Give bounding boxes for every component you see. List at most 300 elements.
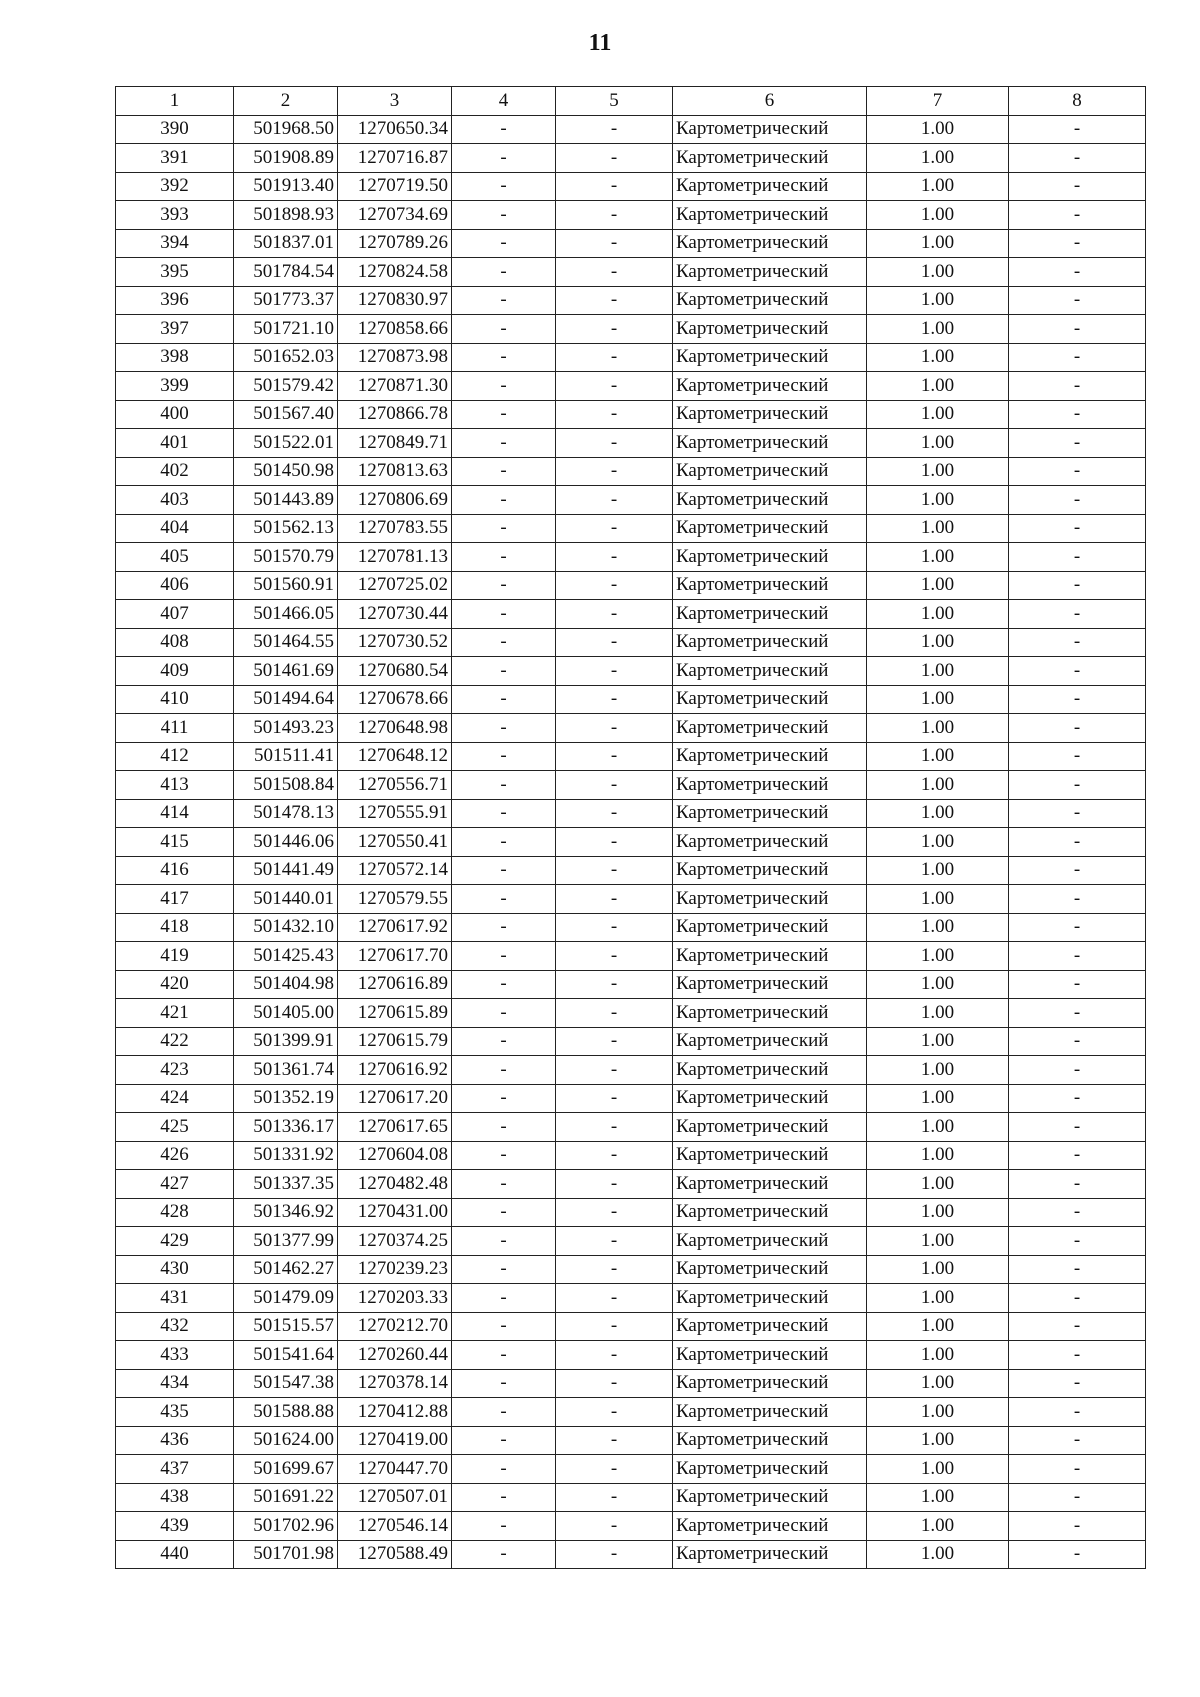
table-cell-col5: -	[556, 1284, 673, 1313]
table-cell-col4: -	[452, 543, 556, 572]
table-cell-col7: 1.00	[867, 1084, 1009, 1113]
table-cell-col4: -	[452, 286, 556, 315]
table-cell-col7: 1.00	[867, 742, 1009, 771]
table-cell-col7: 1.00	[867, 457, 1009, 486]
table-cell-col5: -	[556, 229, 673, 258]
table-cell-col5: -	[556, 429, 673, 458]
column-header-8: 8	[1009, 87, 1146, 116]
table-cell-col3: 1270615.79	[338, 1027, 452, 1056]
table-cell-col1: 432	[116, 1312, 234, 1341]
table-cell-col8: -	[1009, 856, 1146, 885]
table-row	[116, 942, 1146, 971]
table-cell-col3: 1270680.54	[338, 657, 452, 686]
table-cell-col4: -	[452, 913, 556, 942]
table-cell-col1: 392	[116, 172, 234, 201]
table-cell-col4: -	[452, 400, 556, 429]
table-cell-col1: 417	[116, 885, 234, 914]
table-cell-col3: 1270431.00	[338, 1198, 452, 1227]
table-cell-col3: 1270730.44	[338, 600, 452, 629]
table-cell-col1: 407	[116, 600, 234, 629]
table-row	[116, 172, 1146, 201]
table-cell-col3: 1270648.12	[338, 742, 452, 771]
table-cell-col8: -	[1009, 1512, 1146, 1541]
table-cell-col4: -	[452, 201, 556, 230]
table-cell-col3: 1270239.23	[338, 1255, 452, 1284]
table-cell-col1: 427	[116, 1170, 234, 1199]
table-cell-col7: 1.00	[867, 543, 1009, 572]
table-cell-col1: 416	[116, 856, 234, 885]
table-cell-col1: 425	[116, 1113, 234, 1142]
table-cell-col2: 501968.50	[234, 115, 338, 144]
table-row	[116, 400, 1146, 429]
table-cell-col1: 418	[116, 913, 234, 942]
table-cell-col8: -	[1009, 942, 1146, 971]
table-row	[116, 1027, 1146, 1056]
table-cell-col1: 437	[116, 1455, 234, 1484]
table-cell-col1: 430	[116, 1255, 234, 1284]
table-cell-col2: 501508.84	[234, 771, 338, 800]
table-cell-col2: 501446.06	[234, 828, 338, 857]
table-row	[116, 258, 1146, 287]
table-cell-col6: Картометрический	[673, 1312, 867, 1341]
table-cell-col6: Картометрический	[673, 1255, 867, 1284]
table-cell-col6: Картометрический	[673, 1198, 867, 1227]
table-cell-col4: -	[452, 1170, 556, 1199]
table-cell-col3: 1270203.33	[338, 1284, 452, 1313]
table-row	[116, 1284, 1146, 1313]
table-cell-col1: 421	[116, 999, 234, 1028]
table-cell-col3: 1270615.89	[338, 999, 452, 1028]
table-cell-col6: Картометрический	[673, 1455, 867, 1484]
table-cell-col3: 1270730.52	[338, 628, 452, 657]
table-cell-col3: 1270781.13	[338, 543, 452, 572]
table-cell-col4: -	[452, 571, 556, 600]
table-cell-col5: -	[556, 315, 673, 344]
table-cell-col5: -	[556, 1113, 673, 1142]
table-cell-col6: Картометрический	[673, 714, 867, 743]
table-cell-col7: 1.00	[867, 486, 1009, 515]
table-cell-col6: Картометрический	[673, 201, 867, 230]
table-cell-col7: 1.00	[867, 1483, 1009, 1512]
table-cell-col6: Картометрический	[673, 970, 867, 999]
table-cell-col3: 1270419.00	[338, 1426, 452, 1455]
table-cell-col4: -	[452, 600, 556, 629]
table-cell-col3: 1270824.58	[338, 258, 452, 287]
table-cell-col2: 501440.01	[234, 885, 338, 914]
table-cell-col8: -	[1009, 543, 1146, 572]
table-row	[116, 115, 1146, 144]
table-cell-col6: Картометрический	[673, 1113, 867, 1142]
table-cell-col1: 408	[116, 628, 234, 657]
table-row	[116, 1312, 1146, 1341]
table-cell-col3: 1270260.44	[338, 1341, 452, 1370]
table-row	[116, 315, 1146, 344]
table-cell-col4: -	[452, 1284, 556, 1313]
table-cell-col1: 396	[116, 286, 234, 315]
table-row	[116, 1540, 1146, 1569]
table-row	[116, 1084, 1146, 1113]
table-row	[116, 1369, 1146, 1398]
table-cell-col7: 1.00	[867, 856, 1009, 885]
table-cell-col6: Картометрический	[673, 856, 867, 885]
table-row	[116, 1341, 1146, 1370]
table-cell-col4: -	[452, 1056, 556, 1085]
table-cell-col4: -	[452, 315, 556, 344]
table-cell-col2: 501494.64	[234, 685, 338, 714]
table-cell-col3: 1270716.87	[338, 144, 452, 173]
table-cell-col5: -	[556, 714, 673, 743]
table-row	[116, 429, 1146, 458]
table-cell-col4: -	[452, 144, 556, 173]
table-cell-col4: -	[452, 172, 556, 201]
table-cell-col2: 501699.67	[234, 1455, 338, 1484]
table-cell-col1: 415	[116, 828, 234, 857]
table-cell-col5: -	[556, 372, 673, 401]
table-cell-col4: -	[452, 856, 556, 885]
column-header-2: 2	[234, 87, 338, 116]
table-cell-col4: -	[452, 1426, 556, 1455]
table-row	[116, 229, 1146, 258]
table-body	[116, 115, 1146, 1569]
table-row	[116, 1056, 1146, 1085]
table-cell-col5: -	[556, 1512, 673, 1541]
table-cell-col4: -	[452, 628, 556, 657]
column-header-4: 4	[452, 87, 556, 116]
table-cell-col8: -	[1009, 1284, 1146, 1313]
table-cell-col6: Картометрический	[673, 1284, 867, 1313]
table-cell-col5: -	[556, 856, 673, 885]
table-cell-col2: 501773.37	[234, 286, 338, 315]
table-cell-col1: 400	[116, 400, 234, 429]
table-cell-col8: -	[1009, 486, 1146, 515]
table-cell-col5: -	[556, 885, 673, 914]
table-cell-col1: 395	[116, 258, 234, 287]
table-cell-col8: -	[1009, 685, 1146, 714]
table-cell-col7: 1.00	[867, 913, 1009, 942]
table-cell-col8: -	[1009, 1455, 1146, 1484]
table-cell-col8: -	[1009, 1398, 1146, 1427]
table-cell-col5: -	[556, 771, 673, 800]
table-row	[116, 1113, 1146, 1142]
table-cell-col5: -	[556, 1198, 673, 1227]
table-cell-col2: 501522.01	[234, 429, 338, 458]
table-cell-col3: 1270616.89	[338, 970, 452, 999]
table-row	[116, 1198, 1146, 1227]
table-row	[116, 486, 1146, 515]
table-cell-col2: 501541.64	[234, 1341, 338, 1370]
table-cell-col5: -	[556, 1540, 673, 1569]
table-cell-col8: -	[1009, 1027, 1146, 1056]
table-cell-col1: 397	[116, 315, 234, 344]
table-cell-col1: 426	[116, 1141, 234, 1170]
table-cell-col2: 501361.74	[234, 1056, 338, 1085]
table-cell-col2: 501464.55	[234, 628, 338, 657]
table-cell-col4: -	[452, 942, 556, 971]
table-cell-col4: -	[452, 685, 556, 714]
table-cell-col8: -	[1009, 1312, 1146, 1341]
table-cell-col2: 501466.05	[234, 600, 338, 629]
table-cell-col5: -	[556, 828, 673, 857]
table-cell-col4: -	[452, 115, 556, 144]
table-cell-col8: -	[1009, 400, 1146, 429]
table-row	[116, 372, 1146, 401]
table-cell-col5: -	[556, 942, 673, 971]
table-cell-col8: -	[1009, 1113, 1146, 1142]
table-cell-col3: 1270648.98	[338, 714, 452, 743]
table-cell-col1: 413	[116, 771, 234, 800]
table-cell-col7: 1.00	[867, 1398, 1009, 1427]
table-cell-col7: 1.00	[867, 429, 1009, 458]
table-cell-col8: -	[1009, 1170, 1146, 1199]
table-row	[116, 1483, 1146, 1512]
table-cell-col7: 1.00	[867, 685, 1009, 714]
table-cell-col1: 399	[116, 372, 234, 401]
table-cell-col4: -	[452, 1084, 556, 1113]
table-row	[116, 514, 1146, 543]
table-cell-col4: -	[452, 970, 556, 999]
table-cell-col3: 1270734.69	[338, 201, 452, 230]
table-cell-col5: -	[556, 1398, 673, 1427]
table-cell-col3: 1270447.70	[338, 1455, 452, 1484]
table-cell-col5: -	[556, 685, 673, 714]
table-cell-col6: Картометрический	[673, 1170, 867, 1199]
table-cell-col8: -	[1009, 1084, 1146, 1113]
table-row	[116, 1255, 1146, 1284]
table-row	[116, 970, 1146, 999]
page-number: 11	[588, 30, 612, 56]
table-cell-col8: -	[1009, 885, 1146, 914]
column-header-3: 3	[338, 87, 452, 116]
table-cell-col7: 1.00	[867, 1170, 1009, 1199]
table-cell-col8: -	[1009, 742, 1146, 771]
table-cell-col7: 1.00	[867, 1455, 1009, 1484]
table-cell-col8: -	[1009, 144, 1146, 173]
table-cell-col5: -	[556, 543, 673, 572]
table-cell-col8: -	[1009, 571, 1146, 600]
table-cell-col2: 501461.69	[234, 657, 338, 686]
table-cell-col8: -	[1009, 1426, 1146, 1455]
table-cell-col1: 410	[116, 685, 234, 714]
table-cell-col2: 501652.03	[234, 343, 338, 372]
table-cell-col2: 501784.54	[234, 258, 338, 287]
table-cell-col5: -	[556, 144, 673, 173]
table-cell-col3: 1270873.98	[338, 343, 452, 372]
table-cell-col5: -	[556, 742, 673, 771]
table-row	[116, 1426, 1146, 1455]
table-cell-col7: 1.00	[867, 286, 1009, 315]
table-cell-col8: -	[1009, 771, 1146, 800]
table-cell-col4: -	[452, 1455, 556, 1484]
table-cell-col1: 438	[116, 1483, 234, 1512]
table-cell-col4: -	[452, 229, 556, 258]
table-cell-col2: 501352.19	[234, 1084, 338, 1113]
table-cell-col7: 1.00	[867, 1369, 1009, 1398]
table-cell-col2: 501479.09	[234, 1284, 338, 1313]
table-cell-col6: Картометрический	[673, 1141, 867, 1170]
table-cell-col7: 1.00	[867, 1312, 1009, 1341]
table-cell-col5: -	[556, 1483, 673, 1512]
table-cell-col3: 1270555.91	[338, 799, 452, 828]
column-header-5: 5	[556, 87, 673, 116]
table-cell-col5: -	[556, 657, 673, 686]
table-cell-col6: Картометрический	[673, 457, 867, 486]
table-cell-col8: -	[1009, 115, 1146, 144]
table-cell-col5: -	[556, 600, 673, 629]
table-cell-col3: 1270871.30	[338, 372, 452, 401]
table-row	[116, 201, 1146, 230]
table-cell-col2: 501336.17	[234, 1113, 338, 1142]
table-row	[116, 343, 1146, 372]
table-cell-col7: 1.00	[867, 172, 1009, 201]
table-cell-col6: Картометрический	[673, 657, 867, 686]
table-cell-col1: 424	[116, 1084, 234, 1113]
table-cell-col8: -	[1009, 315, 1146, 344]
table-cell-col2: 501404.98	[234, 970, 338, 999]
table-cell-col3: 1270849.71	[338, 429, 452, 458]
table-cell-col8: -	[1009, 1483, 1146, 1512]
table-cell-col6: Картометрический	[673, 1084, 867, 1113]
table-cell-col4: -	[452, 1540, 556, 1569]
table-cell-col2: 501443.89	[234, 486, 338, 515]
table-cell-col1: 419	[116, 942, 234, 971]
table-cell-col6: Картометрический	[673, 543, 867, 572]
table-cell-col7: 1.00	[867, 970, 1009, 999]
table-cell-col4: -	[452, 828, 556, 857]
table-cell-col8: -	[1009, 1141, 1146, 1170]
table-cell-col2: 501399.91	[234, 1027, 338, 1056]
table-cell-col6: Картометрический	[673, 144, 867, 173]
table-cell-col5: -	[556, 1084, 673, 1113]
table-cell-col4: -	[452, 1483, 556, 1512]
table-cell-col2: 501425.43	[234, 942, 338, 971]
table-cell-col5: -	[556, 1341, 673, 1370]
table-cell-col2: 501701.98	[234, 1540, 338, 1569]
table-cell-col2: 501624.00	[234, 1426, 338, 1455]
table-cell-col4: -	[452, 1141, 556, 1170]
table-row	[116, 1455, 1146, 1484]
table-cell-col7: 1.00	[867, 1284, 1009, 1313]
table-cell-col6: Картометрический	[673, 771, 867, 800]
table-cell-col8: -	[1009, 600, 1146, 629]
table-cell-col6: Картометрический	[673, 828, 867, 857]
table-cell-col8: -	[1009, 1369, 1146, 1398]
table-row	[116, 571, 1146, 600]
table-row	[116, 685, 1146, 714]
table-cell-col7: 1.00	[867, 1512, 1009, 1541]
table-cell-col2: 501441.49	[234, 856, 338, 885]
table-cell-col6: Картометрический	[673, 1056, 867, 1085]
table-cell-col1: 435	[116, 1398, 234, 1427]
table-cell-col3: 1270482.48	[338, 1170, 452, 1199]
table-row	[116, 885, 1146, 914]
table-cell-col1: 403	[116, 486, 234, 515]
table-cell-col6: Картометрический	[673, 343, 867, 372]
table-cell-col6: Картометрический	[673, 286, 867, 315]
table-cell-col2: 501462.27	[234, 1255, 338, 1284]
table-row	[116, 742, 1146, 771]
table-cell-col5: -	[556, 1312, 673, 1341]
table-cell-col8: -	[1009, 258, 1146, 287]
table-cell-col4: -	[452, 999, 556, 1028]
table-cell-col3: 1270806.69	[338, 486, 452, 515]
table-cell-col5: -	[556, 201, 673, 230]
table-cell-col1: 393	[116, 201, 234, 230]
table-cell-col3: 1270617.65	[338, 1113, 452, 1142]
table-cell-col4: -	[452, 1227, 556, 1256]
column-header-1: 1	[116, 87, 234, 116]
table-cell-col8: -	[1009, 970, 1146, 999]
table-cell-col7: 1.00	[867, 144, 1009, 173]
table-cell-col8: -	[1009, 714, 1146, 743]
table-cell-col2: 501432.10	[234, 913, 338, 942]
table-cell-col1: 404	[116, 514, 234, 543]
table-cell-col7: 1.00	[867, 258, 1009, 287]
table-cell-col2: 501588.88	[234, 1398, 338, 1427]
table-cell-col8: -	[1009, 1227, 1146, 1256]
table-cell-col2: 501450.98	[234, 457, 338, 486]
table-cell-col4: -	[452, 258, 556, 287]
table-cell-col2: 501702.96	[234, 1512, 338, 1541]
table-row	[116, 1227, 1146, 1256]
table-cell-col5: -	[556, 999, 673, 1028]
table-cell-col3: 1270858.66	[338, 315, 452, 344]
table-cell-col1: 401	[116, 429, 234, 458]
table-cell-col1: 439	[116, 1512, 234, 1541]
table-cell-col5: -	[556, 1369, 673, 1398]
table-cell-col6: Картометрический	[673, 600, 867, 629]
table-cell-col6: Картометрический	[673, 1227, 867, 1256]
table-row	[116, 1512, 1146, 1541]
table-cell-col6: Картометрический	[673, 1512, 867, 1541]
table-cell-col6: Картометрический	[673, 115, 867, 144]
table-cell-col6: Картометрический	[673, 999, 867, 1028]
table-cell-col8: -	[1009, 1341, 1146, 1370]
table-cell-col6: Картометрический	[673, 1426, 867, 1455]
table-cell-col8: -	[1009, 1056, 1146, 1085]
table-cell-col3: 1270556.71	[338, 771, 452, 800]
table-cell-col5: -	[556, 1255, 673, 1284]
table-cell-col7: 1.00	[867, 1141, 1009, 1170]
table-cell-col6: Картометрический	[673, 1341, 867, 1370]
table-row	[116, 543, 1146, 572]
table-cell-col6: Картометрический	[673, 372, 867, 401]
table-cell-col2: 501493.23	[234, 714, 338, 743]
table-cell-col5: -	[556, 457, 673, 486]
table-cell-col6: Картометрический	[673, 685, 867, 714]
table-cell-col6: Картометрический	[673, 571, 867, 600]
table-cell-col6: Картометрический	[673, 799, 867, 828]
table-row	[116, 799, 1146, 828]
table-cell-col5: -	[556, 1027, 673, 1056]
table-cell-col2: 501478.13	[234, 799, 338, 828]
table-cell-col4: -	[452, 1512, 556, 1541]
table-cell-col8: -	[1009, 1540, 1146, 1569]
table-cell-col7: 1.00	[867, 600, 1009, 629]
table-cell-col3: 1270617.92	[338, 913, 452, 942]
table-cell-col8: -	[1009, 1198, 1146, 1227]
table-cell-col1: 433	[116, 1341, 234, 1370]
table-row	[116, 144, 1146, 173]
table-row	[116, 1141, 1146, 1170]
table-cell-col3: 1270866.78	[338, 400, 452, 429]
table-cell-col5: -	[556, 486, 673, 515]
table-cell-col2: 501837.01	[234, 229, 338, 258]
table-cell-col6: Картометрический	[673, 913, 867, 942]
table-cell-col8: -	[1009, 343, 1146, 372]
table-row	[116, 714, 1146, 743]
table-cell-col7: 1.00	[867, 714, 1009, 743]
table-cell-col3: 1270650.34	[338, 115, 452, 144]
